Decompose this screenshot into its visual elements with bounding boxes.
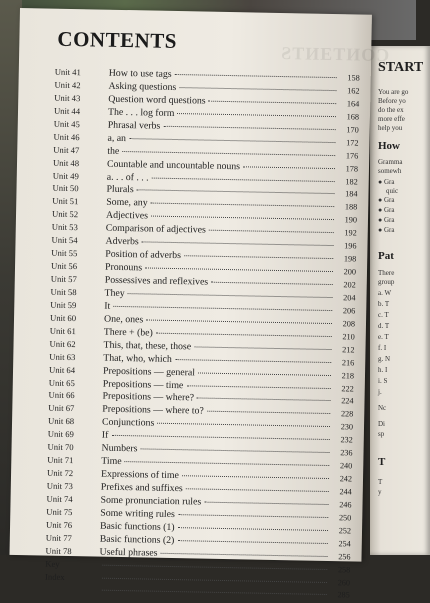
toc-unit-label: Unit 77 xyxy=(45,532,72,543)
dot-leader xyxy=(177,113,336,117)
right-page-line: more effe xyxy=(378,115,405,123)
toc-unit-label: Unit 76 xyxy=(45,519,73,530)
toc-page-number: 222 xyxy=(341,383,354,393)
show-through-title: ƧTИETИOƆ xyxy=(280,43,391,66)
toc-unit-label: Unit 51 xyxy=(52,196,79,207)
right-page-line: f. I xyxy=(378,344,387,352)
dot-leader xyxy=(178,527,328,531)
toc-entry-title: That, who, which xyxy=(103,352,172,365)
right-page-subheading: How xyxy=(378,140,400,152)
dot-leader xyxy=(137,190,335,195)
toc-entry-title: Prepositions — time xyxy=(102,378,184,391)
dot-leader xyxy=(175,359,331,363)
toc-entry-title: They xyxy=(104,287,125,299)
toc-entry-title: Useful phrases xyxy=(99,546,158,559)
toc-unit-label: Unit 52 xyxy=(51,208,79,220)
dot-leader xyxy=(186,488,329,492)
toc-unit-label: Unit 57 xyxy=(50,273,77,285)
toc-page-number: 172 xyxy=(346,137,359,148)
toc-page-number: 202 xyxy=(343,280,356,290)
toc-page-number: 236 xyxy=(340,448,353,458)
dot-leader xyxy=(102,564,327,569)
toc-page-number: 196 xyxy=(344,241,357,251)
dot-leader xyxy=(129,138,335,143)
toc-page-number: 244 xyxy=(339,487,352,497)
toc-page-number: 200 xyxy=(343,267,357,277)
toc-entry-title: Prepositions — where to? xyxy=(102,404,204,417)
toc-entry-title: a, an xyxy=(107,132,127,144)
right-page-line: You are go xyxy=(378,88,409,96)
toc-page-number: 204 xyxy=(343,293,356,303)
toc-entry-title: Conjunctions xyxy=(101,416,155,429)
toc-page-number: 216 xyxy=(341,357,355,368)
toc-unit-label: Unit 71 xyxy=(47,454,74,466)
toc-unit-label: Unit 62 xyxy=(49,338,76,349)
right-page-line: Nc xyxy=(378,404,387,412)
toc-page-number: 164 xyxy=(346,99,360,109)
toc-page-number: 232 xyxy=(340,435,353,445)
toc-unit-label: Unit 75 xyxy=(46,506,73,517)
right-page-line: Di xyxy=(378,420,385,428)
dot-leader xyxy=(243,166,335,169)
dot-leader xyxy=(184,255,333,259)
dot-leader xyxy=(157,423,330,427)
toc-entry-title: Adverbs xyxy=(105,235,139,248)
toc-unit-label: Unit 43 xyxy=(54,92,81,104)
toc-entry-title: Plurals xyxy=(106,184,134,196)
dot-leader xyxy=(142,242,334,247)
toc-page-number: 246 xyxy=(339,500,352,510)
toc-unit-label: Unit 63 xyxy=(49,351,76,362)
dot-leader xyxy=(209,101,337,104)
toc-entry-title: Prepositions — general xyxy=(102,365,196,378)
toc-unit-label xyxy=(45,591,99,592)
toc-entry-title: Countable and uncountable nouns xyxy=(106,158,241,172)
right-page-bullet-cont: quic xyxy=(386,187,399,195)
toc-page-number: 252 xyxy=(338,526,352,536)
toc-unit-label: Unit 65 xyxy=(48,377,75,388)
toc-entry-title: Prefixes and suffixes xyxy=(100,481,183,495)
toc-unit-label: Unit 70 xyxy=(47,441,74,453)
right-page-line: a. W xyxy=(378,289,392,297)
toc-unit-label: Unit 42 xyxy=(54,79,81,91)
toc-page-number: 250 xyxy=(338,513,352,523)
toc-entry-title: Asking questions xyxy=(108,80,177,93)
right-page-line: Gramma xyxy=(378,158,403,166)
dot-leader xyxy=(175,74,337,78)
toc-unit-label: Unit 61 xyxy=(49,325,76,336)
toc-entry-title: Some, any xyxy=(106,197,148,209)
dot-leader xyxy=(161,552,328,556)
toc-entry-title: Basic functions (1) xyxy=(99,520,175,533)
toc-page-number: 258 xyxy=(337,564,351,575)
dot-leader xyxy=(111,435,329,440)
toc-page-number: 242 xyxy=(339,474,353,484)
right-page-line: T xyxy=(378,478,383,486)
toc-unit-label: Unit 74 xyxy=(46,493,73,505)
dot-leader xyxy=(156,332,332,336)
toc-entry-title: Expressions of time xyxy=(100,468,179,482)
toc-unit-label: Unit 41 xyxy=(54,66,81,78)
right-page-line: help you xyxy=(378,124,403,132)
dot-leader xyxy=(163,126,335,130)
toc-entry-title: If xyxy=(101,429,109,442)
toc-entry-title: How to use tags xyxy=(108,67,172,80)
dot-leader xyxy=(146,319,332,324)
dot-leader xyxy=(177,540,327,544)
toc-unit-label: Key xyxy=(45,558,60,569)
toc-unit-label: Unit 69 xyxy=(47,428,74,440)
right-page xyxy=(370,46,430,555)
toc-entry-title: Possessives and reflexives xyxy=(104,274,209,288)
dot-leader xyxy=(125,461,330,466)
table-of-contents xyxy=(45,67,360,603)
toc-page-number: 218 xyxy=(341,370,355,381)
right-page-line: Before yo xyxy=(378,97,406,105)
toc-entry-title: Numbers xyxy=(101,442,138,455)
toc-unit-label: Unit 68 xyxy=(47,415,75,427)
dot-leader xyxy=(140,449,329,454)
toc-page-number: 162 xyxy=(347,86,360,96)
dot-leader xyxy=(198,372,331,376)
toc-entry-title: Some pronunciation rules xyxy=(100,494,202,508)
toc-unit-label: Unit 45 xyxy=(53,118,80,129)
toc-entry-title: Time xyxy=(101,455,122,468)
right-page-bullet: ● Gra xyxy=(378,206,395,214)
toc-page-number: 256 xyxy=(338,551,351,562)
dot-leader xyxy=(102,577,327,582)
toc-page-number: 158 xyxy=(347,73,360,83)
toc-page-number: 192 xyxy=(344,228,357,238)
right-page-subheading: Pat xyxy=(378,250,394,262)
toc-page-number: 230 xyxy=(340,422,354,432)
right-page-line: do the ex xyxy=(378,106,404,114)
toc-page-number: 184 xyxy=(345,189,358,199)
right-page-subheading: T xyxy=(378,456,386,468)
toc-entry-title: Prepositions — where? xyxy=(102,391,195,404)
dot-leader xyxy=(151,216,334,221)
toc-page-number: 176 xyxy=(345,150,359,161)
page-title: CONTENTS xyxy=(57,26,178,54)
toc-page-number: 260 xyxy=(337,577,351,588)
right-page-line: e. T xyxy=(378,333,389,341)
toc-page-number: 210 xyxy=(342,332,355,342)
toc-page-number: 188 xyxy=(344,202,358,212)
toc-unit-label: Unit 56 xyxy=(50,260,78,272)
dot-leader xyxy=(211,282,333,285)
toc-entry-title: Position of adverbs xyxy=(105,248,182,262)
toc-entry-title: Phrasal verbs xyxy=(107,119,161,132)
dot-leader xyxy=(182,475,329,479)
dot-leader xyxy=(151,203,335,208)
right-page-line: i. S xyxy=(378,377,388,385)
toc-page-number: 190 xyxy=(344,215,358,225)
toc-unit-label: Unit 59 xyxy=(50,299,77,311)
dot-leader xyxy=(179,87,336,91)
toc-unit-label: Unit 66 xyxy=(48,390,75,401)
right-page-line: sp xyxy=(378,430,385,438)
toc-entry-title: There + (be) xyxy=(103,326,153,339)
toc-unit-label: Unit 60 xyxy=(49,312,77,323)
toc-entry-title: Question word questions xyxy=(108,93,206,107)
toc-unit-label: Unit 64 xyxy=(48,364,76,375)
toc-entry-title: Pronouns xyxy=(104,261,143,274)
dot-leader xyxy=(122,151,335,156)
toc-entry-title: Basic functions (2) xyxy=(99,533,175,546)
right-page-line: group xyxy=(378,278,395,286)
dot-leader xyxy=(113,306,332,311)
toc-unit-label: Unit 49 xyxy=(52,170,79,181)
right-page-line: somewh xyxy=(378,167,402,175)
toc-page-number: 178 xyxy=(345,163,359,174)
toc-page-number: 240 xyxy=(339,461,353,471)
dot-leader xyxy=(102,589,327,594)
toc-page-number: 285 xyxy=(337,589,350,599)
right-page-bullet: ● Gra xyxy=(378,226,395,234)
toc-unit-label: Unit 47 xyxy=(53,144,80,155)
toc-entry-title: the xyxy=(107,145,120,157)
toc-page-number: 182 xyxy=(345,176,358,187)
toc-unit-label: Unit 58 xyxy=(50,286,77,298)
dot-leader xyxy=(204,502,328,505)
dot-leader xyxy=(128,293,333,298)
right-page-line: c. T xyxy=(378,311,389,319)
toc-entry-title: Some writing rules xyxy=(100,507,175,520)
toc-unit-label: Unit 72 xyxy=(46,467,74,479)
right-page-line: y xyxy=(378,488,382,496)
right-page-bullet: ● Gra xyxy=(378,216,395,224)
toc-unit-label: Unit 44 xyxy=(53,105,81,116)
toc-page-number: 208 xyxy=(342,319,356,329)
toc-entry-title: It xyxy=(104,300,111,312)
toc-page-number: 206 xyxy=(342,306,356,316)
dot-leader xyxy=(145,268,333,273)
dot-leader xyxy=(194,346,331,350)
toc-unit-label: Unit 48 xyxy=(52,157,80,168)
dot-leader xyxy=(152,177,335,182)
toc-page-number: 224 xyxy=(341,396,354,406)
toc-page-number: 198 xyxy=(343,254,357,264)
toc-unit-label: Unit 53 xyxy=(51,221,78,233)
right-page-bullet: ● Gra xyxy=(378,178,395,186)
toc-unit-label: Unit 73 xyxy=(46,480,73,492)
toc-unit-label: Unit 50 xyxy=(52,183,79,194)
toc-entry-title: Comparison of adjectives xyxy=(105,222,206,236)
dot-leader xyxy=(178,514,328,518)
toc-entry-title: a. . . of . . . xyxy=(106,171,149,184)
toc-entry-title: This, that, these, those xyxy=(103,339,192,353)
right-page-line: There xyxy=(378,269,395,277)
dot-leader xyxy=(207,411,330,414)
toc-page-number: 254 xyxy=(338,538,351,549)
dot-leader xyxy=(197,398,331,402)
toc-unit-label: Unit 54 xyxy=(51,234,78,246)
right-page-line: h. I xyxy=(378,366,388,374)
dot-leader xyxy=(209,230,334,233)
toc-page-number: 170 xyxy=(346,125,359,135)
right-page-line: d. T xyxy=(378,322,390,330)
toc-unit-label: Unit 55 xyxy=(51,247,78,259)
right-page-line: b. T xyxy=(378,300,390,308)
toc-page-number: 228 xyxy=(340,409,354,419)
toc-entry-title: One, ones xyxy=(103,313,144,326)
right-page-line: j. xyxy=(378,388,382,396)
toc-page-number: 212 xyxy=(342,344,355,355)
toc-unit-label: Unit 78 xyxy=(45,545,72,556)
right-page-bullet: ● Gra xyxy=(378,196,395,204)
toc-unit-label: Index xyxy=(45,571,65,582)
toc-page-number: 168 xyxy=(346,112,360,122)
toc-unit-label: Unit 67 xyxy=(48,402,75,414)
dot-leader xyxy=(186,385,330,389)
toc-entry-title: The . . . log form xyxy=(107,106,175,119)
toc-unit-label: Unit 46 xyxy=(53,131,80,142)
right-page-line: g. N xyxy=(378,355,391,363)
toc-entry-title: Adjectives xyxy=(105,210,149,222)
right-page-heading: START xyxy=(378,60,424,75)
